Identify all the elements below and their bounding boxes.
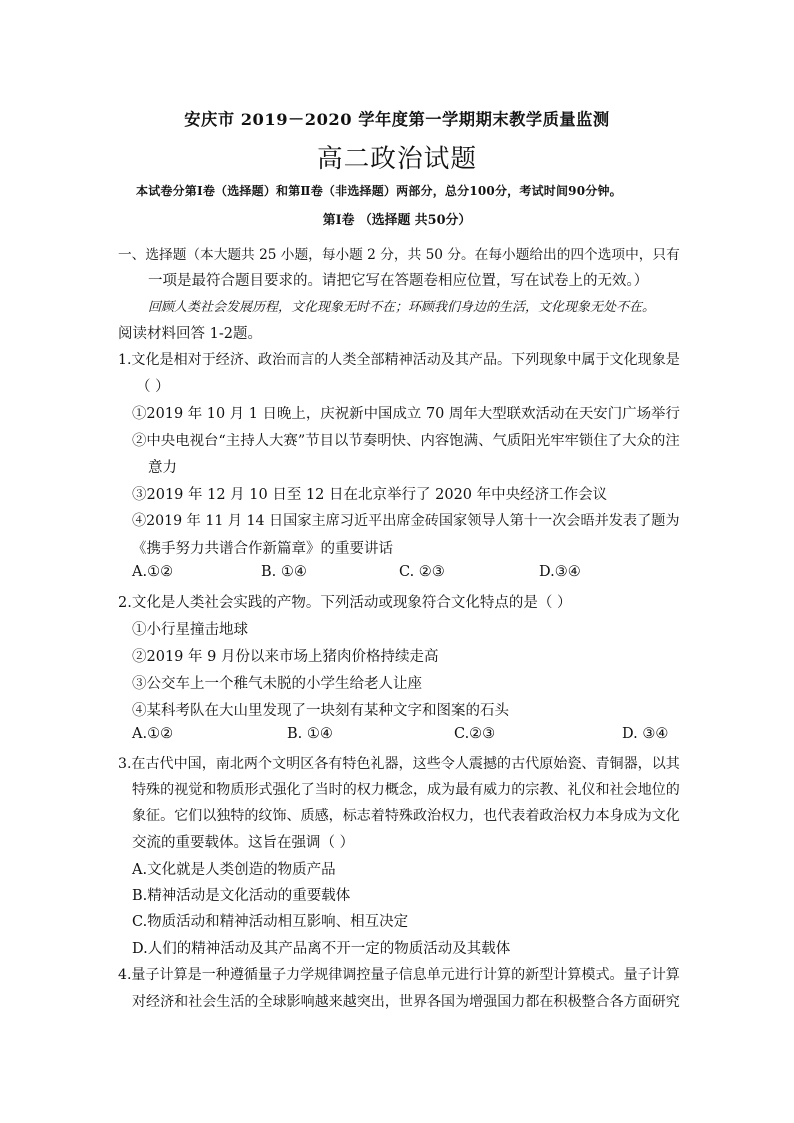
section-heading: 第Ⅰ卷 （选择题 共50分） [322, 213, 472, 228]
q1-item-3: ③2019 年 12 月 10 日至 12 日在北京举行了 2020 年中央经济工作会议 [132, 487, 608, 503]
q4-stem-line-2: 对经济和社会生活的全球影响越来越突出，世界各国为增强国力都在积极整合各方面研究 [132, 994, 680, 1010]
q2-choice-b: B. ①④ [287, 726, 333, 742]
q1-item-4-cont: 《携手努力共谱合作新篇章》的重要讲话 [132, 541, 393, 557]
q3-choice-a: A.文化就是人类创造的物质产品 [132, 862, 336, 878]
q3-stem-line-2: 特殊的视觉和物质形式强化了当时的权力概念，成为最有威力的宗教、礼仪和社会地位的 [132, 782, 680, 798]
q3-stem-line-1: 3.在古代中国，南北两个文明区各有特色礼器，这些令人震撼的古代原始瓷、青铜器，以其 [118, 756, 680, 772]
q1-stem-line-1: 1.文化是相对于经济、政治而言的人类全部精神活动及其产品。下列现象中属于文化现象是 [118, 352, 680, 368]
reading-material: 回顾人类社会发展历程，文化现象无时不在；环顾我们身边的生活，文化现象无处不在。 [148, 300, 656, 315]
q3-choice-b: B.精神活动是文化活动的重要载体 [132, 888, 351, 904]
q2-choice-d: D. ③④ [622, 726, 669, 742]
q1-item-2-cont: 意力 [148, 460, 177, 476]
exam-header-title: 安庆市 2019－2020 学年度第一学期期末教学质量监测 [184, 110, 610, 129]
q1-choice-a: A.①② [132, 564, 174, 580]
q3-choice-d: D.人们的精神活动及其产品离不开一定的物质活动及其载体 [132, 941, 511, 957]
instructions-line-2: 一项是最符合题目要求的。请把它写在答题卷相应位置，写在试卷上的无效。） [148, 273, 649, 289]
q1-item-2: ②中央电视台“主持人大赛”节目以节奏明快、内容饱满、气质阳光牢牢锁住了大众的注 [132, 433, 680, 449]
q1-stem-line-2: （ ） [136, 379, 170, 395]
q3-choice-c: C.物质活动和精神活动相互影响、相互决定 [132, 914, 409, 930]
q3-stem-line-3: 象征。它们以独特的纹饰、质感，标志着特殊政治权力，也代表着政治权力本身成为文化 [132, 808, 680, 824]
q2-item-2: ②2019 年 9 月份以来市场上猪肉价格持续走高 [132, 649, 439, 665]
instructions-line-1: 一、选择题（本大题共 25 小题，每小题 2 分，共 50 分。在每小题给出的四个选项中，只有 [118, 247, 680, 263]
q2-choice-a: A.①② [132, 726, 174, 742]
q2-item-4: ④某科考队在大山里发现了一块刻有某种文字和图案的石头 [132, 703, 509, 719]
q2-item-1: ①小行星撞击地球 [132, 622, 248, 638]
q1-choice-d: D.③④ [539, 564, 581, 580]
q2-choice-c: C.②③ [454, 726, 496, 742]
q2-item-3: ③公交车上一个稚气未脱的小学生给老人让座 [132, 676, 422, 692]
exam-subject-title: 高二政治试题 [316, 144, 478, 174]
q3-stem-line-4: 交流的重要载体。这旨在强调（ ） [132, 835, 355, 851]
q2-stem: 2.文化是人类社会实践的产物。下列活动或现象符合文化特点的是（ ） [118, 595, 572, 611]
q1-item-4: ④2019 年 11 月 14 日国家主席习近平出席金砖国家领导人第十一次会晤并发表了题为 [132, 513, 680, 529]
q1-choice-b: B. ①④ [261, 564, 307, 580]
reading-instruction: 阅读材料回答 1-2题。 [118, 326, 262, 342]
q1-choice-c: C. ②③ [399, 564, 445, 580]
q4-stem-line-1: 4.量子计算是一种遵循量子力学规律调控量子信息单元进行计算的新型计算模式。量子计算 [118, 967, 680, 983]
exam-intro: 本试卷分第Ⅰ卷（选择题）和第Ⅱ卷（非选择题）两部分，总分100分，考试时间90分钟。 [136, 184, 622, 198]
q1-item-1: ①2019 年 10 月 1 日晚上，庆祝新中国成立 70 周年大型联欢活动在天安门广场举行 [132, 406, 680, 422]
